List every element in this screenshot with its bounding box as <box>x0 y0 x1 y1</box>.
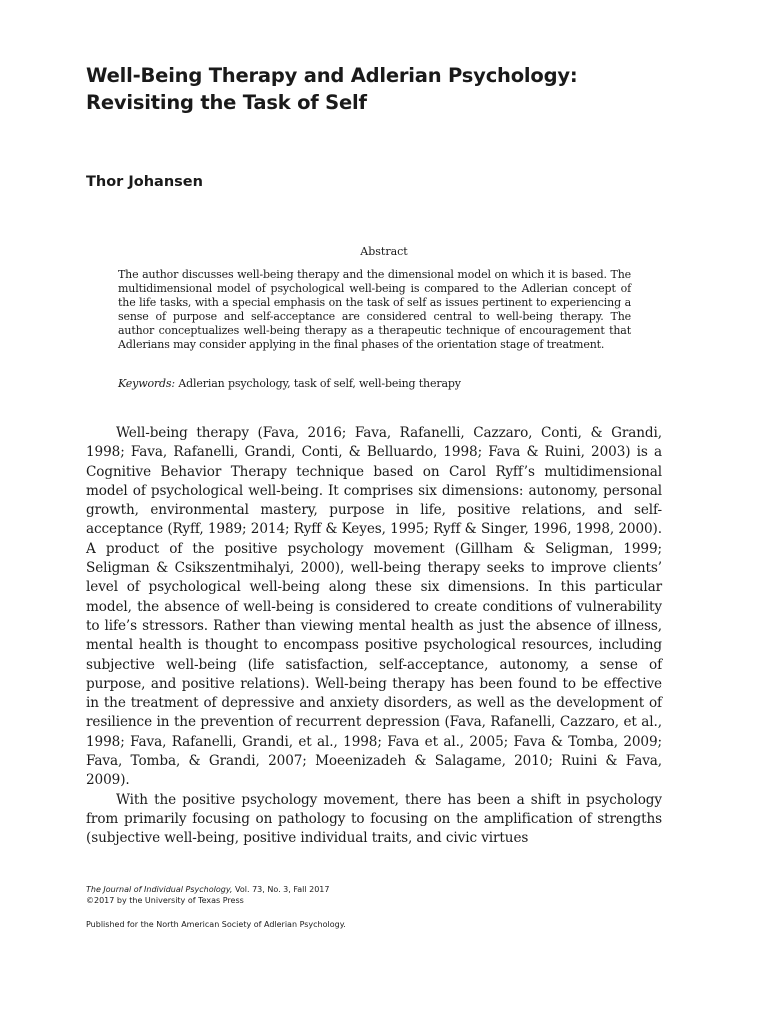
body-paragraph-1: Well-being therapy (Fava, 2016; Fava, Rafanelli, Cazzaro, Conti, & Grandi, 1998; Fava, Rafanelli, Grandi, Conti, & Belluardo, 1998; Fava & Ruini, 2003) is a Cognitive Behavior Therapy technique based on Carol Ryff’s multidimensional model of psychological well-being. It comprises six dimensions: autonomy, personal growth, environmental mastery, purpose in life, positive relations, and self-acceptance (Ryff, 1989; 2014; Ryff & Keyes, 1995; Ryff & Singer, 1996, 1998, 2000). A product of the positive psychology movement (Gillham & Seligman, 1999; Seligman & Csikszentmihalyi, 2000), well-being therapy seeks to improve clients’ level of psychological well-being along these six dimensions. In this particular model, the absence of well-being is considered to create conditions of vulnerability to life’s stressors. Rather than viewing mental health as just the absence of illness, mental health is thought to encompass positive psychological resources, including subjective well-being (life satisfaction, self-acceptance, autonomy, a sense of purpose, and positive relations). Well-being therapy has been found to be effective in the treatment of depressive and anxiety disorders, as well as the development of resilience in the prevention of recurrent depression (Fava, Rafanelli, Cazzaro, et al., 1998; Fava, Rafanelli, Grandi, et al., 1998; Fava et al., 2005; Fava & Tomba, 2009; Fava, Tomba, & Grandi, 2007; Moeenizadeh & Salagame, 2010; Ruini & Fava, 2009). <box>86 425 662 789</box>
journal-citation <box>86 884 646 895</box>
copyright-notice: ©2017 by the University of Texas Press <box>86 896 244 905</box>
body-paragraph-2: With the positive psychology movement, there has been a shift in psychology from primarily focusing on pathology to focusing on the amplification of strengths (subjective well-being, positive individual traits, and civic virtues <box>86 791 662 847</box>
page-footer <box>86 884 646 930</box>
article-title <box>86 62 686 116</box>
article-body <box>86 424 662 849</box>
article-title-line-2: Revisiting the Task of Self <box>86 91 367 114</box>
abstract-text: The author discusses well-being therapy and the dimensional model on which it is based. The multidimensional model of psychological well-being is compared to the Adlerian concept of the life tasks, with a special emphasis on the task of self as issues pertinent to experiencing a sense of purpose and self-acceptance are considered central to well-being therapy. The author conceptualizes well-being therapy as a therapeutic technique of encouragement that Adlerians may consider applying in the final phases of the orientation stage of treatment. <box>118 268 631 351</box>
journal-issue: Vol. 73, No. 3, Fall 2017 <box>232 885 330 894</box>
keywords-list: Adlerian psychology, task of self, well-being therapy <box>178 377 461 390</box>
publisher-notice: Published for the North American Society of Adlerian Psychology. <box>86 920 346 929</box>
article-title-line-1: Well-Being Therapy and Adlerian Psychology: <box>86 64 578 87</box>
keywords-label: Keywords: <box>118 377 175 390</box>
keywords-line <box>118 377 631 391</box>
author-name: Thor Johansen <box>86 174 203 190</box>
abstract-heading: Abstract <box>360 245 408 258</box>
journal-name: The Journal of Individual Psychology, <box>86 885 233 894</box>
